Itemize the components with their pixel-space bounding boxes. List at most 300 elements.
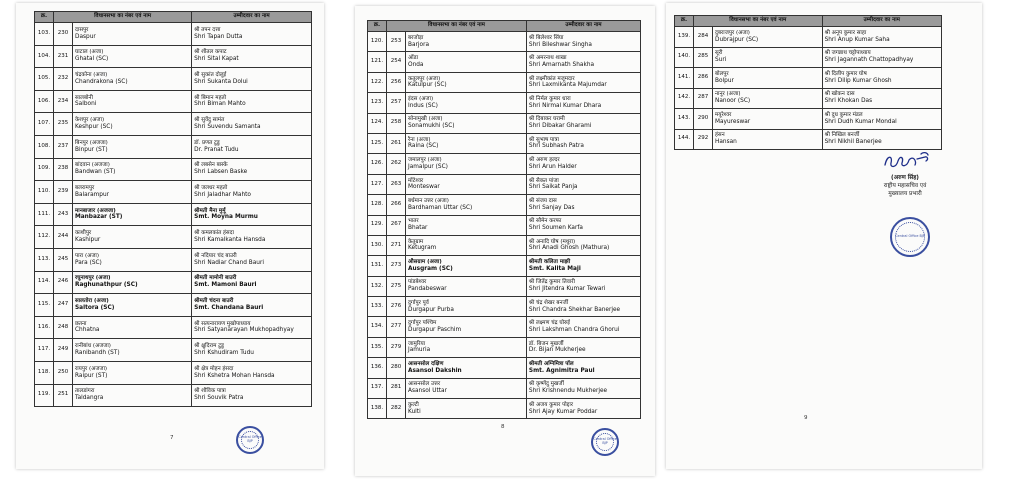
ac-number: 292 [694, 129, 713, 150]
ac-number: 247 [54, 294, 73, 317]
table-header [35, 12, 312, 23]
serial-number: 116. [35, 316, 54, 339]
constituency-hindi: नानूर (अजा) [715, 91, 741, 98]
office-stamp [236, 426, 264, 454]
table-row [368, 72, 641, 92]
ac-number: 271 [387, 235, 406, 255]
candidate-hindi: श्री कृष्णेंदु मुखर्जी [528, 381, 564, 388]
table-row [368, 154, 641, 174]
constituency-hindi: बोलपुर [715, 70, 729, 77]
candidate-cell [526, 399, 640, 419]
constituency-english: Kashipur [75, 236, 101, 243]
constituency-hindi: मोंटेश्वर [408, 177, 424, 184]
constituency-cell [73, 294, 192, 317]
table-row [368, 317, 641, 337]
constituency-cell [406, 276, 527, 296]
candidate-english: Shri Anup Kumar Saha [824, 36, 890, 43]
constituency-english: Bardhaman Uttar (SC) [408, 204, 473, 211]
constituency-english: Dubrajpur (SC) [715, 36, 759, 43]
document-page-7 [16, 3, 324, 469]
candidate-hindi: श्री शीतल कपाट [194, 49, 227, 56]
serial-number: 118. [35, 361, 54, 384]
constituency-cell [406, 154, 527, 174]
candidate-hindi: श्री तपन दत्ता [194, 26, 221, 33]
page-number: 7 [170, 435, 174, 441]
constituency-english: Kulti [408, 408, 421, 415]
constituency-english: Chandrakona (SC) [75, 78, 128, 85]
ac-number: 286 [694, 68, 713, 89]
constituency-english: Ketugram [408, 245, 437, 252]
constituency-hindi: बर्धमान उत्तर (अजा) [408, 197, 449, 204]
serial-number: 105. [35, 68, 54, 91]
constituency-hindi: बलरामपुर [75, 185, 95, 192]
candidate-cell [192, 135, 312, 158]
table-row [368, 297, 641, 317]
candidate-english: Shri Kshetra Mohan Hansda [194, 372, 275, 379]
serial-number: 110. [35, 181, 54, 204]
candidate-hindi: श्री लबसेन बास्के [194, 162, 228, 169]
candidate-hindi: श्री अनादि घोष (मथुरा) [528, 238, 576, 245]
candidate-cell [526, 378, 640, 398]
ac-number: 249 [54, 339, 73, 362]
ac-number: 239 [54, 181, 73, 204]
constituency-cell [73, 68, 192, 91]
serial-number: 111. [35, 203, 54, 226]
constituency-cell [73, 361, 192, 384]
candidate-hindi: श्रीमती मैना मुर्मू [194, 207, 226, 214]
serial-number: 142. [675, 88, 694, 109]
ac-number: 231 [54, 45, 73, 68]
candidate-cell [526, 235, 640, 255]
candidate-english: Shri Sital Kapat [194, 56, 239, 63]
table-header [675, 16, 942, 27]
candidate-english: Shri Satyanarayan Mukhopadhyay [194, 327, 294, 334]
serial-number: 130. [368, 235, 387, 255]
ac-number: 290 [694, 109, 713, 130]
serial-number: 134. [368, 317, 387, 337]
constituency-hindi: सालबोनी [75, 94, 93, 101]
constituency-english: Keshpur (SC) [75, 124, 113, 131]
candidate-english: Shri Kamalkanta Hansda [194, 236, 266, 243]
candidate-hindi: श्री कमलकांत हंसदा [194, 230, 234, 237]
ac-number: 246 [54, 271, 73, 294]
ac-number: 267 [387, 215, 406, 235]
candidate-cell [822, 88, 941, 109]
table-row [368, 378, 641, 398]
candidate-cell [526, 215, 640, 235]
constituency-hindi: घाटाल (अजा) [75, 49, 104, 56]
candidate-hindi: श्री जगन्नाथ चट्टोपाध्याय [824, 50, 871, 57]
table-row [35, 181, 312, 204]
serial-number: 129. [368, 215, 387, 235]
candidate-english: Shri Soumen Karfa [528, 225, 583, 232]
constituency-cell [406, 215, 527, 235]
constituency-cell [73, 339, 192, 362]
serial-number: 135. [368, 337, 387, 357]
constituency-english: Bandwan (ST) [75, 169, 116, 176]
candidate-english: Shri Arun Halder [528, 163, 577, 170]
candidate-english: Smt. Moyna Murmu [194, 214, 258, 221]
constituency-english: Bolpur [715, 77, 734, 84]
ac-number: 243 [54, 203, 73, 226]
ac-number: 256 [387, 72, 406, 92]
table-header [368, 21, 641, 32]
table-row [368, 174, 641, 194]
candidate-cell [526, 32, 640, 52]
serial-number: 133. [368, 297, 387, 317]
page-number: 9 [804, 415, 808, 421]
candidate-cell [526, 337, 640, 357]
serial-number: 138. [368, 399, 387, 419]
candidate-cell [526, 297, 640, 317]
constituency-cell [713, 88, 823, 109]
candidate-hindi: श्रीमती कलिता माझी [528, 259, 571, 266]
candidate-english: Shri Kshudiram Tudu [194, 349, 254, 356]
candidate-cell [192, 113, 312, 136]
constituency-cell [73, 23, 192, 46]
candidate-cell [192, 294, 312, 317]
candidate-cell [526, 154, 640, 174]
candidate-hindi: श्री सुकांत दोलुई [194, 72, 227, 79]
ac-number: 254 [387, 52, 406, 72]
ac-number: 250 [54, 361, 73, 384]
constituency-english: Ghatal (SC) [75, 56, 109, 63]
candidate-cell [822, 109, 941, 130]
table-row [368, 399, 641, 419]
candidate-hindi: श्री संजय दास [528, 197, 557, 204]
constituency-hindi: मानबाजार (अजजा) [75, 207, 116, 214]
serial-number: 128. [368, 195, 387, 215]
constituency-hindi: कुल्टी [408, 401, 419, 408]
constituency-english: Balarampur [75, 191, 110, 198]
constituency-cell [406, 297, 527, 317]
constituency-english: Ranibandh (ST) [75, 349, 120, 356]
constituency-english: Para (SC) [75, 259, 102, 266]
constituency-cell [73, 271, 192, 294]
constituency-english: Katulpur (SC) [408, 82, 447, 89]
serial-number: 103. [35, 23, 54, 46]
candidate-cell [526, 256, 640, 276]
constituency-hindi: जामुरिया [408, 340, 426, 347]
constituency-english: Nanoor (SC) [715, 98, 751, 105]
constituency-english: Ausgram (SC) [408, 265, 453, 272]
constituency-cell [406, 52, 527, 72]
candidate-english: Shri Jitendra Kumar Tewari [528, 286, 606, 293]
header-constituency: विधानसभा का नंबर एवं नाम [387, 21, 527, 32]
candidate-english: Shri Tapan Dutta [194, 33, 243, 40]
constituency-cell [73, 316, 192, 339]
constituency-hindi: दुबराजपुर (अजा) [715, 29, 750, 36]
table-row [35, 248, 312, 271]
constituency-cell [406, 93, 527, 113]
ac-number: 248 [54, 316, 73, 339]
constituency-hindi: पांडबेश्वर [408, 279, 427, 286]
candidate-english: Shri Labsen Baske [194, 169, 248, 176]
table-row [35, 294, 312, 317]
serial-number: 123. [368, 93, 387, 113]
constituency-cell [713, 47, 823, 68]
serial-number: 140. [675, 47, 694, 68]
table-row [35, 226, 312, 249]
candidate-english: Shri Subhash Patra [528, 143, 584, 150]
constituency-english: Onda [408, 61, 424, 68]
constituency-english: Manbazar (ST) [75, 214, 123, 221]
candidate-english: Shri Chandra Shekhar Banerjee [528, 306, 621, 313]
ac-number: 285 [694, 47, 713, 68]
constituency-english: Durgapur Purba [408, 306, 454, 313]
candidate-cell [822, 68, 941, 89]
candidate-cell [526, 72, 640, 92]
document-page-8 [355, 6, 655, 476]
ac-number: 266 [387, 195, 406, 215]
serial-number: 122. [368, 72, 387, 92]
header-candidate: उम्मीदवार का नाम [526, 21, 640, 32]
candidate-english: Shri Amarnath Shakha [528, 61, 595, 68]
table-row [35, 68, 312, 91]
table-body [675, 27, 942, 150]
candidate-cell [526, 93, 640, 113]
candidate-hindi: श्री नदियार चंद बाउरी [194, 252, 237, 259]
constituency-cell [406, 113, 527, 133]
constituency-hindi: बरजोड़ा [408, 34, 424, 41]
table-row [675, 47, 942, 68]
signature-block [862, 175, 948, 198]
candidate-cell [526, 276, 640, 296]
constituency-english: Asansol Dakshin [408, 367, 462, 374]
candidate-table-page-8 [367, 20, 641, 419]
serial-number: 113. [35, 248, 54, 271]
ac-number: 280 [387, 358, 406, 378]
ac-number: 287 [694, 88, 713, 109]
constituency-english: Raina (SC) [408, 143, 439, 150]
candidate-english: Shri Dibakar Gharami [528, 123, 592, 130]
table-row [368, 113, 641, 133]
candidate-cell [192, 68, 312, 91]
header-sn: क्र. [368, 21, 387, 32]
candidate-cell [192, 45, 312, 68]
constituency-cell [406, 317, 527, 337]
table-row [368, 93, 641, 113]
candidate-cell [192, 90, 312, 113]
ac-number: 279 [387, 337, 406, 357]
candidate-cell [526, 317, 640, 337]
candidate-cell [192, 158, 312, 181]
serial-number: 119. [35, 384, 54, 407]
constituency-hindi: औसग्राम (अजा) [408, 259, 442, 266]
signatory-title-1: राष्ट्रीय महासचिव एवं [883, 182, 927, 189]
candidate-hindi: श्री सौमेन करफा [528, 218, 562, 225]
serial-number: 109. [35, 158, 54, 181]
ac-number: 273 [387, 256, 406, 276]
candidate-english: Shri Krishnendu Mukherjee [528, 388, 608, 395]
candidate-english: Shri Dudh Kumar Mondal [824, 118, 897, 125]
candidate-hindi: श्री क्षुदिराम टुडु [194, 343, 224, 350]
office-stamp [890, 217, 930, 257]
constituency-cell [73, 158, 192, 181]
candidate-table-page-7 [34, 11, 312, 407]
table-row [675, 129, 942, 150]
candidate-hindi: श्री लक्ष्मीकांत मजूमदार [528, 75, 575, 82]
table-row [368, 215, 641, 235]
table-row [368, 358, 641, 378]
candidate-hindi: श्री जितेंद्र कुमार तिवारी [528, 279, 575, 286]
serial-number: 125. [368, 133, 387, 153]
candidate-hindi: श्री चंद्र शेखर बनर्जी [528, 299, 569, 306]
constituency-hindi: रानीबांध (अजजा) [75, 343, 111, 350]
ac-number: 263 [387, 174, 406, 194]
ac-number: 234 [54, 90, 73, 113]
constituency-cell [73, 203, 192, 226]
constituency-english: Salboni [75, 101, 97, 108]
candidate-cell [192, 181, 312, 204]
constituency-hindi: मयूरेश्वर [715, 111, 732, 118]
stamp-text: Central Office BJP [895, 234, 925, 239]
candidate-hindi: श्री दिबाकर घरामी [528, 116, 565, 123]
constituency-cell [713, 109, 823, 130]
constituency-cell [73, 384, 192, 407]
candidate-cell [526, 358, 640, 378]
serial-number: 104. [35, 45, 54, 68]
constituency-cell [406, 378, 527, 398]
candidate-english: Shri Jaladhar Mahto [194, 191, 251, 198]
candidate-hindi: श्री अजय कुमार पोद्दार [528, 401, 574, 408]
table-row [675, 109, 942, 130]
constituency-hindi: ओंडा [408, 55, 418, 62]
constituency-hindi: कतुलपुर (अजा) [408, 75, 441, 82]
serial-number: 120. [368, 32, 387, 52]
ac-number: 237 [54, 135, 73, 158]
serial-number: 127. [368, 174, 387, 194]
candidate-english: Shri Nirmal Kumar Dhara [528, 102, 602, 109]
ac-number: 244 [54, 226, 73, 249]
constituency-hindi: सालतोरा (अजा) [75, 298, 109, 304]
constituency-cell [406, 358, 527, 378]
constituency-cell [406, 133, 527, 153]
candidate-english: Shri Lakshman Chandra Ghorui [528, 327, 620, 333]
table-row [368, 337, 641, 357]
candidate-english: Shri Nikhil Banerjee [824, 139, 882, 146]
candidate-hindi: डॉ. प्रणत टुडु [194, 139, 220, 146]
serial-number: 137. [368, 378, 387, 398]
table-row [35, 90, 312, 113]
candidate-cell [192, 271, 312, 294]
table-row [35, 271, 312, 294]
table-row [675, 88, 942, 109]
stamp-text: Central Office BJP [593, 437, 617, 445]
ac-number: 261 [387, 133, 406, 153]
candidate-english: Dr. Bijan Mukherjee [528, 347, 586, 354]
ac-number: 275 [387, 276, 406, 296]
ac-number: 230 [54, 23, 73, 46]
table-row [368, 52, 641, 72]
candidate-english: Smt. Kalita Maji [528, 265, 581, 272]
candidate-cell [192, 226, 312, 249]
candidate-cell [822, 47, 941, 68]
ac-number: 232 [54, 68, 73, 91]
constituency-english: Bhatar [408, 225, 428, 232]
serial-number: 139. [675, 27, 694, 48]
constituency-english: Binpur (ST) [75, 146, 108, 153]
constituency-cell [406, 72, 527, 92]
candidate-english: Smt. Agnimitra Paul [528, 367, 595, 374]
ac-number: 238 [54, 158, 73, 181]
constituency-hindi: सूरी [715, 50, 723, 57]
table-row [675, 68, 942, 89]
constituency-cell [406, 337, 527, 357]
constituency-cell [406, 399, 527, 419]
constituency-english: Daspur [75, 33, 96, 40]
candidate-cell [526, 133, 640, 153]
candidate-cell [822, 27, 941, 48]
candidate-hindi: श्री निर्मल कुमार धारा [528, 95, 571, 102]
constituency-cell [73, 45, 192, 68]
table-row [35, 23, 312, 46]
constituency-english: Sonamukhi (SC) [408, 123, 455, 130]
constituency-hindi: बांदवान (अजजा) [75, 162, 110, 169]
ac-number: 281 [387, 378, 406, 398]
candidate-hindi: श्री सत्यनारायण मुखोपाध्याय [194, 320, 251, 327]
constituency-english: Hansan [715, 139, 737, 146]
header-candidate: उम्मीदवार का नाम [192, 12, 312, 23]
stamp-text: Central Office BJP [238, 435, 262, 443]
constituency-cell [406, 235, 527, 255]
candidate-hindi: श्री सैकत पांजा [528, 177, 559, 184]
table-row [368, 276, 641, 296]
candidate-cell [192, 384, 312, 407]
candidate-hindi: श्रीमती अग्निमित्रा पॉल [528, 361, 574, 368]
candidate-hindi: श्री शौविक पात्रा [194, 388, 226, 395]
table-row [368, 133, 641, 153]
constituency-hindi: जमालपुर (अजा) [408, 157, 442, 164]
candidate-cell [192, 361, 312, 384]
candidate-table-page-9 [674, 15, 942, 150]
table-row [35, 203, 312, 226]
candidate-english: Shri Bileshwar Singha [528, 41, 592, 48]
candidate-english: Dr. Pranat Tudu [194, 146, 239, 153]
candidate-hindi: श्री निखिल बनर्जी [824, 132, 860, 139]
candidate-hindi: श्री दिलीप कुमार घोष [824, 70, 867, 77]
candidate-hindi: श्री सुवेंदु सामंत [194, 117, 225, 124]
table-row [35, 339, 312, 362]
constituency-english: Raghunathpur (SC) [75, 282, 138, 289]
constituency-hindi: काशीपुर [75, 230, 92, 237]
constituency-hindi: भातर [408, 218, 419, 225]
constituency-english: Pandabeswar [408, 286, 447, 293]
serial-number: 115. [35, 294, 54, 317]
constituency-cell [73, 113, 192, 136]
header-sn: क्र. [35, 12, 54, 23]
constituency-hindi: आसनसोल उत्तर [408, 381, 441, 388]
candidate-hindi: श्री अमरनाथ शाखा [528, 55, 567, 62]
candidate-english: Shri Jagannath Chattopadhyay [824, 57, 914, 64]
constituency-cell [406, 256, 527, 276]
serial-number: 117. [35, 339, 54, 362]
serial-number: 132. [368, 276, 387, 296]
office-stamp [591, 428, 619, 456]
candidate-cell [526, 195, 640, 215]
table-row [368, 195, 641, 215]
table-row [35, 158, 312, 181]
constituency-cell [713, 129, 823, 150]
signature [881, 151, 933, 173]
candidate-english: Shri Souvik Patra [194, 395, 244, 402]
candidate-cell [192, 203, 312, 226]
table-row [35, 361, 312, 384]
candidate-cell [526, 52, 640, 72]
constituency-hindi: हंसन [715, 132, 725, 139]
ac-number: 282 [387, 399, 406, 419]
table-row [675, 27, 942, 48]
